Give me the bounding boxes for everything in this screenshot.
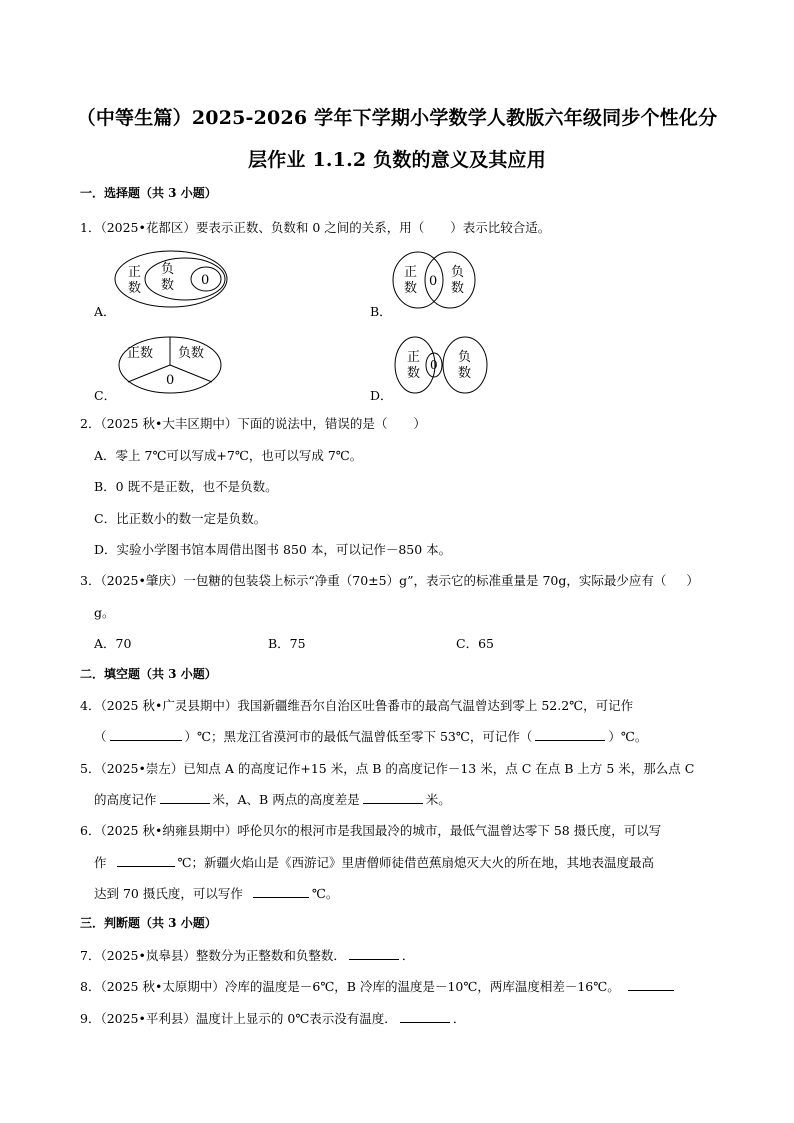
question-6-line2	[94, 853, 654, 871]
question-3-option-b: B．75	[268, 636, 306, 651]
question-3-stem-end: ）	[686, 573, 699, 588]
question-7	[80, 946, 414, 964]
diagram-d-num-1: 数	[407, 366, 421, 381]
q1-option-a-diagram	[112, 248, 232, 310]
q5-text-c: 米。	[425, 792, 451, 807]
question-2	[80, 414, 426, 432]
q5-blank-1[interactable]	[160, 791, 210, 804]
diagram-d-num-2: 数	[458, 366, 472, 381]
question-3-stem: 3．（2025•肇庆）一包糖的包装袋上标示“净重（70±5）g”，表示它的标准重量是 70g，实际最少应有（	[80, 573, 667, 588]
q6-text-b: ℃；新疆火焰山是《西游记》里唐僧师徒借芭蕉扇熄灭大火的所在地，其地表温度最高	[177, 855, 655, 870]
question-1	[80, 218, 550, 236]
q1-option-c-diagram	[116, 334, 224, 396]
diagram-c-pos: 正数	[127, 346, 154, 361]
question-3-option-a: A．70	[94, 636, 132, 651]
q7-text: 7．（2025•岚皋县）整数分为正整数和负整数．	[80, 948, 346, 963]
question-2-option-b: B．0 既不是正数，也不是负数。	[94, 479, 278, 494]
q5-text-b: 米，A、B 两点的高度差是	[212, 792, 360, 807]
question-2-stem-end: ）	[413, 416, 426, 431]
q6-text-a: 作	[94, 855, 107, 870]
q8-text: 8．（2025 秋•太原期中）冷库的温度是－6℃，B 冷库的温度是－10℃，两库温度相差－16℃。	[80, 979, 620, 994]
q4-end-text: ）℃。	[608, 729, 648, 744]
question-1-stem: 1．（2025•花都区）要表示正数、负数和 0 之间的关系，用（	[80, 220, 425, 235]
q4-blank-1[interactable]	[110, 728, 182, 741]
diagram-d-pos: 正	[407, 350, 421, 365]
q8-blank[interactable]	[628, 978, 674, 991]
diagram-b-num-1: 数	[404, 281, 418, 296]
diagram-b-zero: 0	[429, 274, 438, 289]
diagram-d-neg: 负	[458, 350, 472, 365]
q6-text-c: 达到 70 摄氏度，可以写作	[94, 886, 243, 901]
q6-text-d: ℃。	[311, 886, 339, 901]
diagram-a-num-2: 数	[161, 278, 175, 293]
question-2-option-c: C．比正数小的数一定是负数。	[94, 511, 267, 526]
question-6-line1: 6．（2025 秋•纳雍县期中）呼伦贝尔的根河市是我国最冷的城市，最低气温曾达零下 58 摄氏度，可以写	[80, 823, 662, 838]
q1-option-a-label: A．	[94, 304, 116, 319]
q4-paren-open: （	[94, 729, 107, 744]
question-3-unit: g。	[94, 605, 115, 620]
q6-blank-1[interactable]	[117, 854, 175, 867]
diagram-c-neg: 负数	[178, 346, 205, 361]
diagram-b-num-2: 数	[451, 281, 465, 296]
q7-blank[interactable]	[349, 947, 399, 960]
q7-end: ．	[401, 948, 415, 963]
q1-option-b-diagram	[388, 250, 478, 310]
q4-mid-text: ）℃；黑龙江省漠河市的最低气温曾低至零下 53℃，可记作（	[184, 729, 533, 744]
question-2-option-a: A．零上 7℃可以写成+7℃，也可以写成 7℃。	[94, 448, 363, 463]
q9-blank[interactable]	[400, 1010, 450, 1023]
q1-option-d-diagram	[394, 334, 490, 396]
question-9	[80, 1009, 465, 1027]
question-4-line2	[94, 727, 647, 745]
question-6-line3	[94, 884, 338, 902]
question-5-line2	[94, 790, 451, 808]
question-3	[80, 571, 699, 589]
diagram-d-zero: 0	[430, 358, 438, 372]
diagram-a-neg: 负	[161, 262, 175, 277]
diagram-a-num-1: 数	[128, 281, 142, 296]
question-5-line1: 5．（2025•崇左）已知点 A 的高度记作+15 米，点 B 的高度记作－13 米，点 C 在点 B 上方 5 米，那么点 C	[80, 761, 695, 776]
question-2-option-d: D．实验小学图书馆本周借出图书 850 本，可以记作－850 本。	[94, 542, 452, 557]
document-title-line1: （中等生篇）2025-2026 学年下学期小学数学人教版六年级同步个性化分	[76, 107, 718, 129]
q9-end: ．	[452, 1011, 466, 1026]
question-8	[80, 977, 677, 995]
section-choice: 一．选择题（共 3 小题）	[80, 186, 217, 200]
diagram-a-pos-1: 正	[128, 265, 142, 280]
question-2-stem: 2．（2025 秋•大丰区期中）下面的说法中，错误的是（	[80, 416, 388, 431]
question-3-option-c: C．65	[456, 636, 494, 651]
diagram-b-pos: 正	[404, 265, 418, 280]
question-1-stem-end: ）表示比较合适。	[450, 220, 551, 235]
q5-text-a: 的高度记作	[94, 792, 157, 807]
q1-option-b-label: B．	[370, 304, 392, 319]
q9-text: 9．（2025•平利县）温度计上显示的 0℃表示没有温度．	[80, 1011, 397, 1026]
section-fill: 二．填空题（共 3 小题）	[80, 667, 217, 681]
q4-blank-2[interactable]	[535, 728, 605, 741]
q1-option-c-label: C．	[94, 388, 117, 403]
document-title-line2: 层作业 1.1.2 负数的意义及其应用	[248, 149, 546, 171]
q5-blank-2[interactable]	[363, 791, 423, 804]
question-4-line1: 4．（2025 秋•广灵县期中）我国新疆维吾尔自治区吐鲁番市的最高气温曾达到零上 52.2℃，可记作	[80, 698, 634, 713]
diagram-c-zero: 0	[166, 373, 175, 388]
q6-blank-2[interactable]	[253, 885, 309, 898]
section-judge: 三．判断题（共 3 小题）	[80, 916, 217, 930]
diagram-a-zero: 0	[201, 273, 210, 288]
q1-option-d-label: D．	[370, 388, 393, 403]
diagram-b-neg: 负	[451, 265, 465, 280]
